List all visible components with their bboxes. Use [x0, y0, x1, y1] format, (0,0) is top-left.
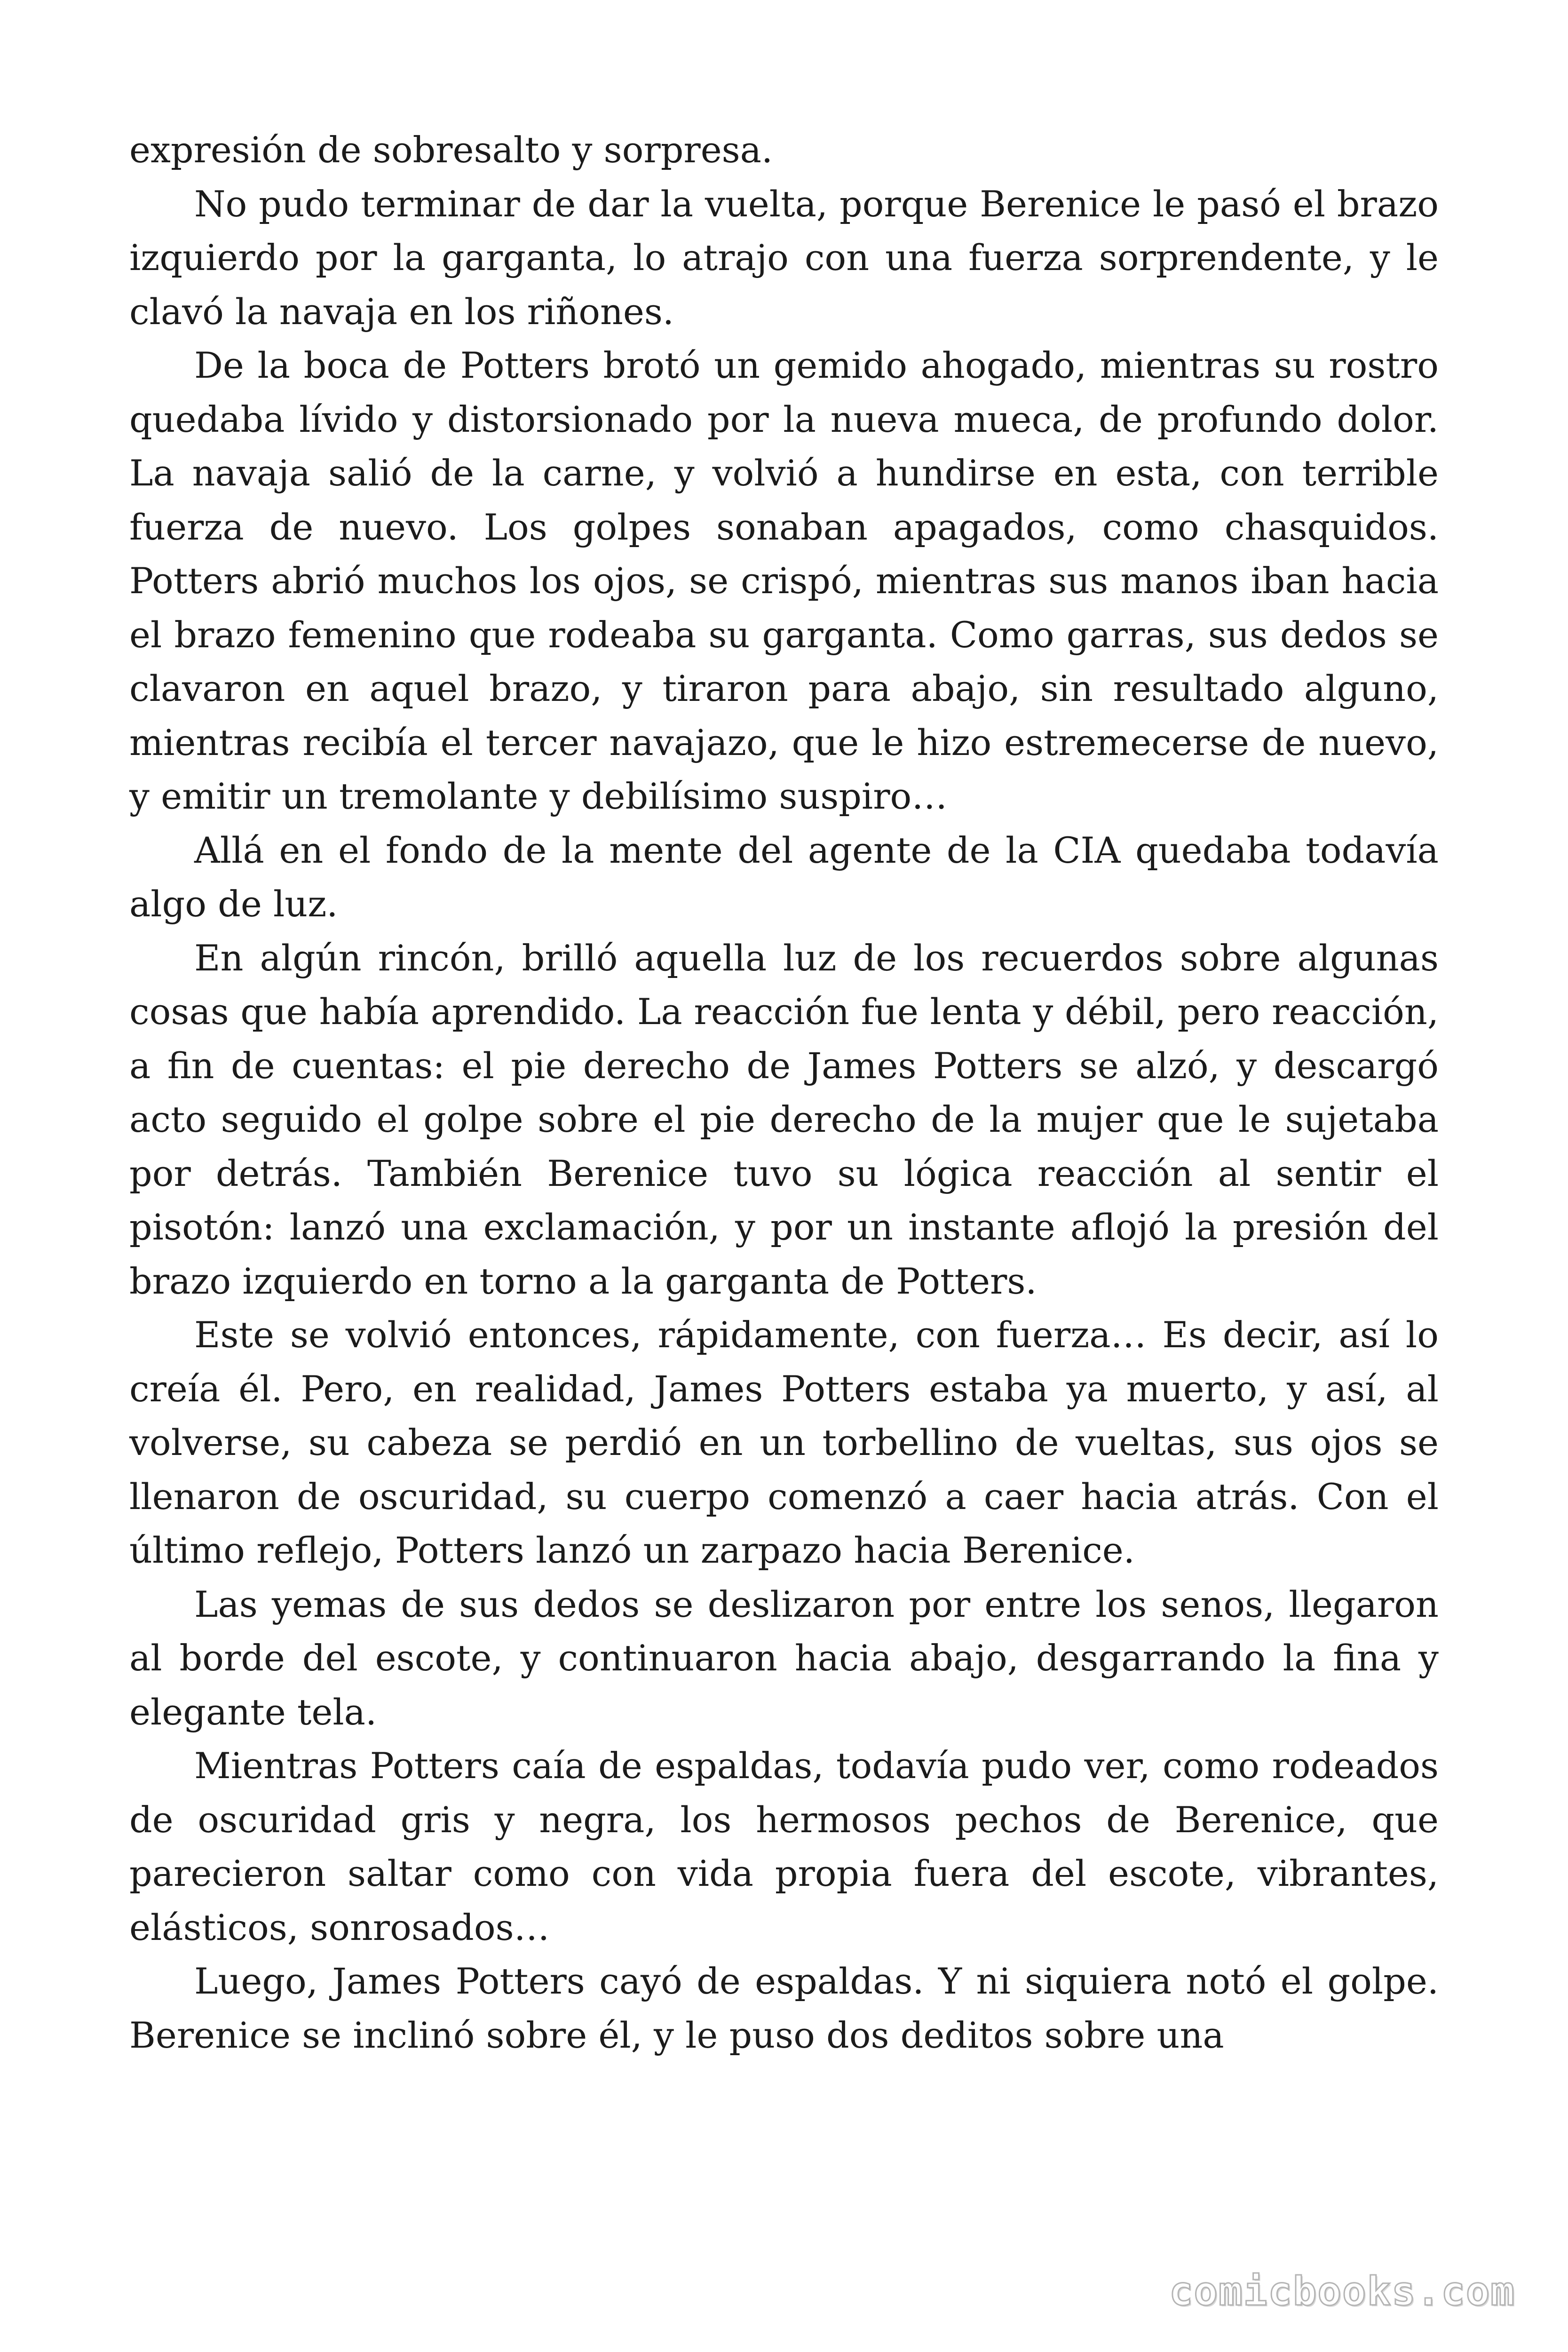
paragraph-4: Allá en el fondo de la mente del agente de la CIA quedaba todavía algo de luz. — [129, 829, 1439, 925]
paragraph-7: Las yemas de sus dedos se deslizaron por entre los senos, llegaron al borde del escote, y continuaron hacia abajo, desgarrando la fina y elegante tela. — [129, 1583, 1439, 1733]
paragraph-6: Este se volvió entonces, rápidamente, con fuerza… Es decir, así lo creía él. Pero, en realidad, James Potters estaba ya muerto, y así, al volverse, su cabeza se perdió en un torbellino de vueltas, sus ojos se llenaron de oscuridad, su cuerpo comenzó a caer hacia atrás. Con el último reflejo, Potters lanzó un zarpazo hacia Berenice. — [129, 1314, 1439, 1571]
paragraph-3: De la boca de Potters brotó un gemido ahogado, mientras su rostro quedaba lívido y distorsionado por la nueva mueca, de profundo dolor. La navaja salió de la carne, y volvió a hundirse en esta, con terrible fuerza de nuevo. Los golpes sonaban apagados, como chasquidos. Potters abrió muchos los ojos, se crispó, mientras sus manos iban hacia el brazo femenino que rodeaba su garganta. Como garras, sus dedos se clavaron en aquel brazo, y tiraron para abajo, sin resultado alguno, mientras recibía el tercer navajazo, que le hizo estremecerse de nuevo, y emitir un tremolante y debilísimo suspiro… — [129, 344, 1439, 817]
paragraph-5: En algún rincón, brilló aquella luz de los recuerdos sobre algunas cosas que había aprendido. La reacción fue lenta y débil, pero reacción, a fin de cuentas: el pie derecho de James Potters se alzó, y descargó acto seguido el golpe sobre el pie derecho de la mujer que le sujetaba por detrás. También Berenice tuvo su lógica reacción al sentir el pisotón: lanzó una exclamación, y por un instante aflojó la presión del brazo izquierdo en torno a la garganta de Potters. — [129, 937, 1439, 1302]
watermark: comicbooks.com — [1169, 2268, 1515, 2314]
paragraph-2: No pudo terminar de dar la vuelta, porque Berenice le pasó el brazo izquierdo por la garganta, lo atrajo con una fuerza sorprendente, y le clavó la navaja en los riñones. — [129, 183, 1439, 333]
body-text — [129, 123, 1439, 2062]
paragraph-8: Mientras Potters caía de espaldas, todavía pudo ver, como rodeados de oscuridad gris y negra, los hermosos pechos de Berenice, que parecieron saltar como con vida propia fuera del escote, vibrantes, elásticos, sonrosados… — [129, 1745, 1439, 1948]
paragraph-1: expresión de sobresalto y sorpresa. — [129, 129, 773, 171]
paragraph-9: Luego, James Potters cayó de espaldas. Y ni siquiera notó el golpe. Berenice se inclinó sobre él, y le puso dos deditos sobre una — [129, 1960, 1439, 2056]
